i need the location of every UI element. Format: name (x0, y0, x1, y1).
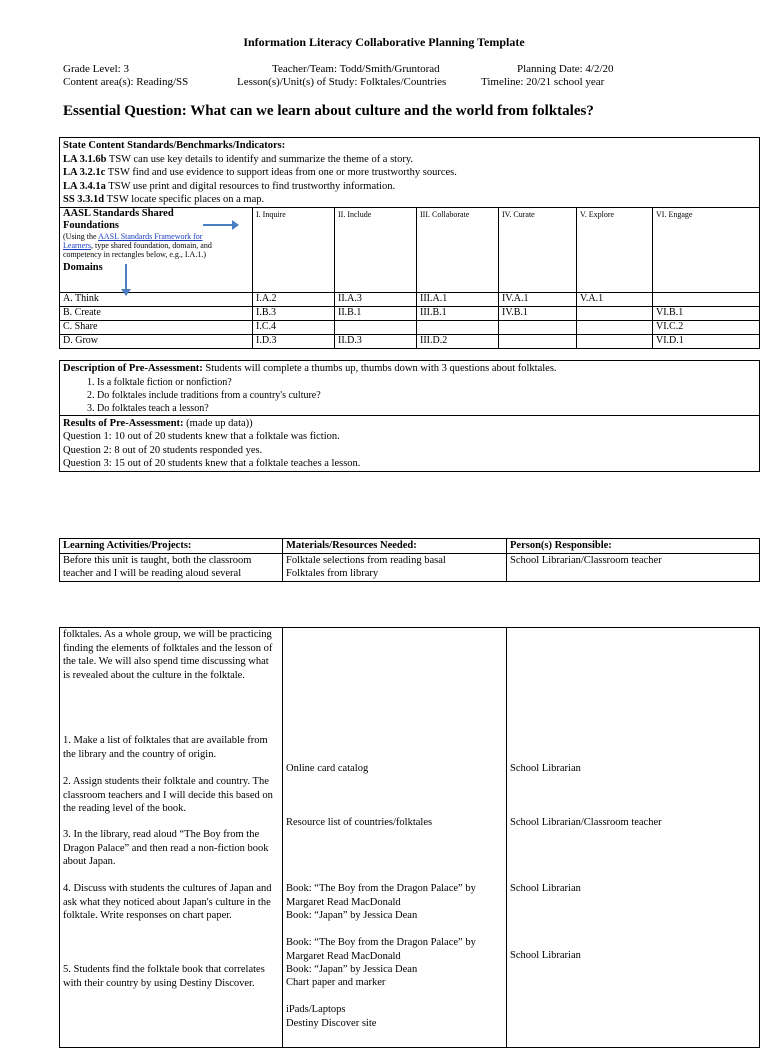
down-arrow-icon (125, 264, 127, 290)
result-line: Question 3: 15 out of 20 students knew that a folktale teaches a lesson. (63, 458, 361, 469)
result-line: Question 2: 8 out of 20 students responded yes. (63, 444, 263, 456)
grade-level: Grade Level: 3 (63, 63, 129, 75)
material-item: Destiny Discover site (286, 1018, 377, 1029)
competency-cell: I.B.3 (253, 306, 335, 320)
column-header: Person(s) Responsible: (507, 539, 760, 554)
standard-item: LA 3.1.6b TSW can use key details to identify and summarize the theme of a story. (63, 153, 414, 165)
competency-cell: III.A.1 (417, 292, 499, 306)
standards-heading: State Content Standards/Benchmarks/Indicators: (63, 140, 286, 151)
person-item: School Librarian (510, 883, 581, 894)
domain-label: B. Create (60, 306, 253, 320)
standard-item: LA 3.2.1c TSW find and use evidence to support ideas from one or more trustworthy sources. (63, 167, 457, 178)
aasl-framework-link[interactable]: AASL Standards Framework for Learners (63, 231, 203, 250)
table-row (60, 553, 760, 581)
content-areas: Content area(s): Reading/SS (63, 76, 189, 88)
standards-table (59, 137, 760, 349)
competency-cell: I.C.4 (253, 320, 335, 334)
competency-cell (577, 306, 653, 320)
competency-cell: IV.B.1 (499, 306, 577, 320)
competency-cell: V.A.1 (577, 292, 653, 306)
results-heading: Results of Pre-Assessment: (made up data)) (63, 417, 253, 429)
material-item: Book: “The Boy from the Dragon Palace” by Margaret Read MacDonald (286, 937, 476, 962)
domain-row (60, 292, 760, 306)
competency-cell (577, 334, 653, 348)
competency-cell: III.B.1 (417, 306, 499, 320)
list-item: 3. Do folktales teach a lesson? (97, 402, 756, 415)
materials-cell (283, 628, 507, 1048)
timeline: Timeline: 20/21 school year (481, 76, 605, 88)
competency-cell: III.D.2 (417, 334, 499, 348)
pre-assessment-table (59, 360, 760, 472)
list-item: 1. Is a folktale fiction or nonfiction? (97, 376, 756, 389)
competency-cell: I.A.2 (253, 292, 335, 306)
competency-cell: I.D.3 (253, 334, 335, 348)
activity-intro: folktales. As a whole group, we will be practicing finding the elements of folktales and the lesson of the tale. We will also spend time discussing what is revealed about the culture in the folktale. (63, 629, 273, 681)
material-item: Book: “Japan” by Jessica Dean (286, 964, 418, 975)
competency-cell (653, 292, 760, 306)
material-item: Chart paper and marker (286, 977, 386, 988)
aasl-note: (Using the AASL Standards Framework for Learners, type shared foundation, domain, and competency in rectangles below, e.g., I.A.1.) (63, 231, 212, 259)
domain-row (60, 306, 760, 320)
competency-cell (499, 334, 577, 348)
material-item: Resource list of countries/folktales (286, 817, 433, 828)
document-title: Information Literacy Collaborative Planning Template (243, 35, 525, 49)
list-item: 2. Do folktales include traditions from a country's culture? (97, 389, 756, 402)
competency-cell (577, 320, 653, 334)
result-line: Question 1: 10 out of 20 students knew that a folktale was fiction. (63, 431, 340, 442)
material-item: iPads/Laptops (286, 1004, 346, 1015)
domain-row (60, 334, 760, 348)
column-header: I. Inquire (253, 207, 335, 292)
person-cell: School Librarian/Classroom teacher (507, 553, 760, 581)
right-arrow-icon (203, 224, 233, 226)
activity-step: 1. Make a list of folktales that are available from the library and the country of origin. (63, 735, 268, 760)
aasl-heading: AASL Standards Shared Foundations (63, 207, 174, 231)
competency-cell (417, 320, 499, 334)
activity-step: 5. Students find the folktale book that correlates with their country by using Destiny Discover. (63, 964, 265, 989)
competency-cell: II.D.3 (335, 334, 417, 348)
competency-cell: IV.A.1 (499, 292, 577, 306)
domain-row (60, 320, 760, 334)
person-item: School Librarian/Classroom teacher (510, 817, 662, 828)
activity-cell: Before this unit is taught, both the classroom teacher and I will be reading aloud several (60, 553, 283, 581)
pre-assessment-description: Description of Pre-Assessment: Students will complete a thumbs up, thumbs down with 3 questions about folktales. (63, 363, 557, 374)
activity-cell (60, 628, 283, 1048)
column-header: Learning Activities/Projects: (60, 539, 283, 554)
domains-label: Domains (63, 261, 103, 273)
activity-step: 3. In the library, read aloud “The Boy from the Dragon Palace” and then read a non-fiction book about Japan. (63, 829, 269, 867)
activity-step: 2. Assign students their folktale and country. The classroom teachers and I will decide this based on the reading level of the book. (63, 776, 273, 814)
material-item: Book: “Japan” by Jessica Dean (286, 910, 418, 921)
domain-label: D. Grow (60, 334, 253, 348)
activities-table (59, 538, 760, 582)
material-item: Online card catalog (286, 763, 369, 774)
column-header: VI. Engage (653, 207, 760, 292)
competency-cell: VI.D.1 (653, 334, 760, 348)
lessons-of-study: Lesson(s)/Unit(s) of Study: Folktales/Countries (237, 76, 447, 88)
person-item: School Librarian (510, 950, 581, 961)
essential-question: Essential Question: What can we learn about culture and the world from folktales? (63, 103, 594, 119)
activity-step: 4. Discuss with students the cultures of Japan and ask what they noticed about Japan's culture in the folktale. Write responses on chart paper. (63, 883, 272, 921)
domain-label: A. Think (60, 292, 253, 306)
column-header: II. Include (335, 207, 417, 292)
materials-cell: Folktale selections from reading basal Folktales from library (283, 553, 507, 581)
column-header: III. Collaborate (417, 207, 499, 292)
column-header: Materials/Resources Needed: (283, 539, 507, 554)
competency-cell (335, 320, 417, 334)
standard-item: LA 3.4.1a TSW use print and digital resources to find trustworthy information. (63, 180, 396, 192)
person-cell (507, 628, 760, 1048)
competency-cell: II.B.1 (335, 306, 417, 320)
planning-date: Planning Date: 4/2/20 (517, 63, 614, 75)
competency-cell: VI.B.1 (653, 306, 760, 320)
column-header: IV. Curate (499, 207, 577, 292)
column-header: V. Explore (577, 207, 653, 292)
standard-item: SS 3.3.1d TSW locate specific places on a map. (63, 194, 265, 205)
material-item: Book: “The Boy from the Dragon Palace” by Margaret Read MacDonald (286, 883, 476, 908)
competency-cell: II.A.3 (335, 292, 417, 306)
competency-cell: VI.C.2 (653, 320, 760, 334)
pre-assessment-questions (63, 376, 756, 415)
activities-table-continued (59, 627, 760, 1048)
person-item: School Librarian (510, 763, 581, 774)
competency-cell (499, 320, 577, 334)
teacher-team: Teacher/Team: Todd/Smith/Gruntorad (272, 63, 440, 75)
domain-label: C. Share (60, 320, 253, 334)
